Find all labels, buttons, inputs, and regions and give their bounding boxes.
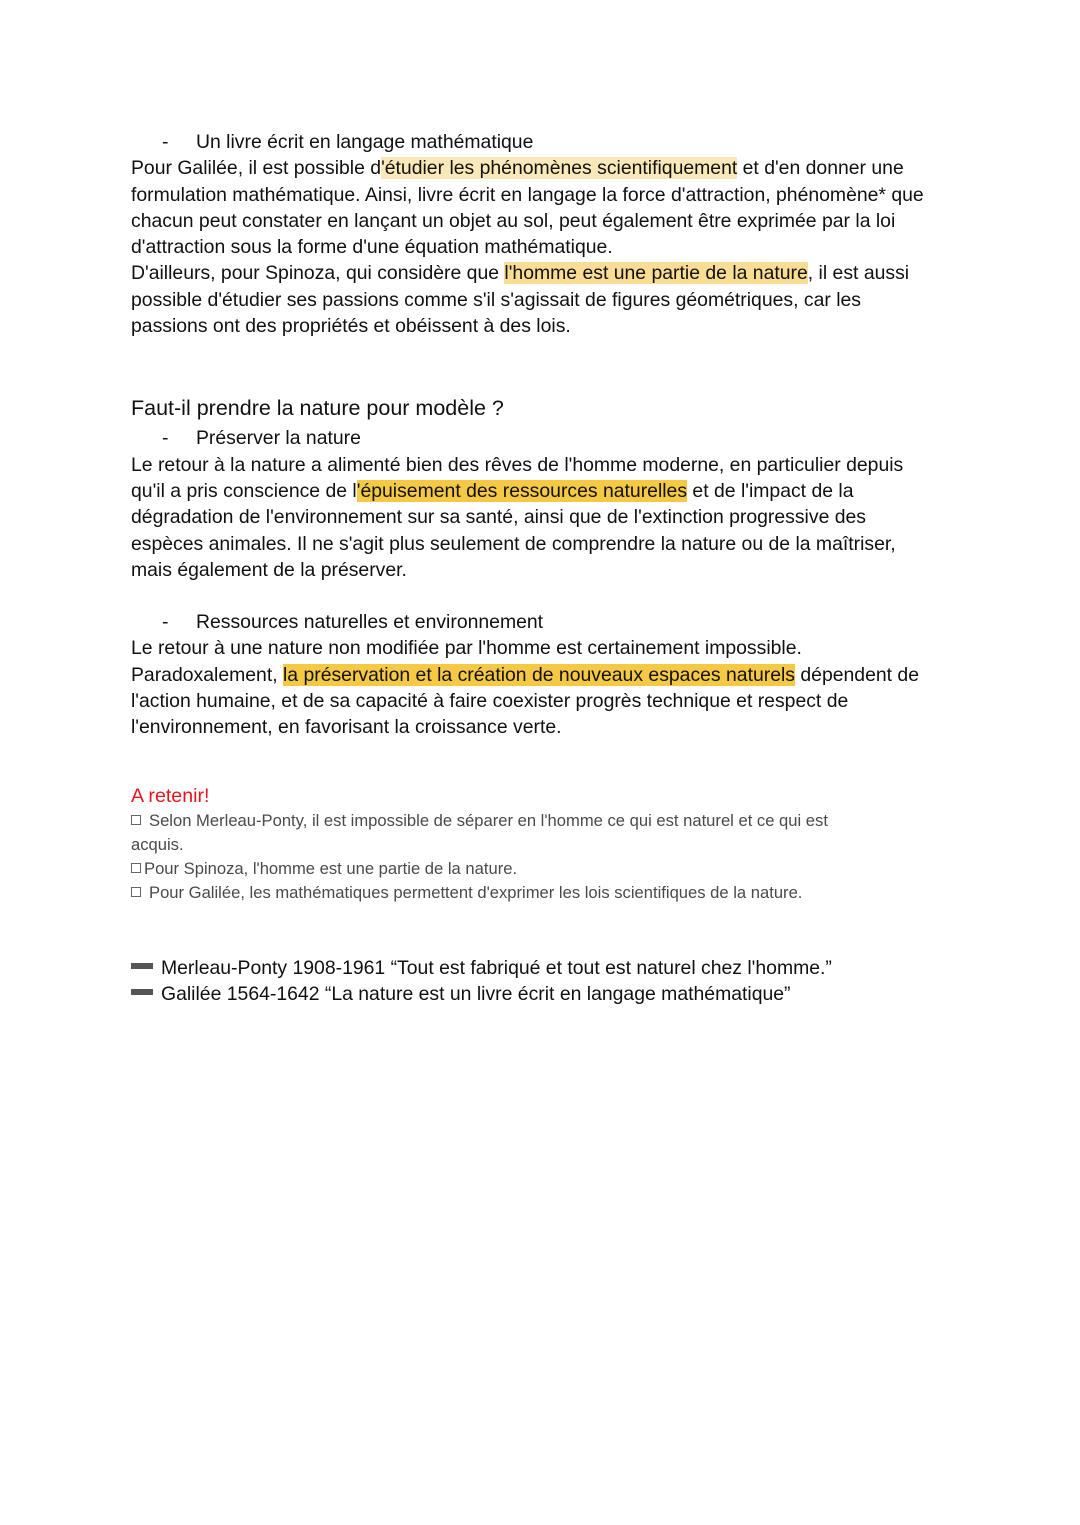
spacer [131,339,961,393]
quote-text: Merleau-Ponty 1908-1961 “Tout est fabriqué et tout est naturel chez l'homme.” [161,956,832,979]
paragraph-line [131,662,961,688]
retain-item [131,881,961,905]
bullet-math-language [131,129,961,155]
text-run: D'ailleurs, pour Spinoza, qui considère que [131,262,505,285]
bullet-resources [131,609,961,635]
paragraph-line: l'action humaine, et de sa capacité à faire coexister progrès technique et respect de [131,690,849,713]
retain-title: A retenir! [131,784,210,807]
highlight: 'étudier les phénomènes scientifiquement [381,157,738,180]
quote-text: Galilée 1564-1642 “La nature est un livre écrit en langage mathématique” [161,983,791,1006]
text-run: , il est aussi [807,262,910,285]
spacer [131,905,961,955]
quote-line [131,981,961,1008]
paragraph-line: Le retour à la nature a alimenté bien des rêves de l'homme moderne, en particulier depuis [131,453,904,476]
retain-item-continuation: acquis. [131,834,184,854]
paragraph-line: dégradation de l'environnement sur sa santé, ainsi que de l'extinction progressive des [131,506,866,529]
text-run: Pour Galilée, il est possible d [131,157,382,180]
bullet-dash: - [162,131,169,153]
paragraph-line: possible d'étudier ses passions comme s'il s'agissait de figures géométriques, car les [131,288,861,311]
text-run: qu'il a pris conscience de l [131,479,357,502]
bar-bullet-icon [131,963,153,969]
paragraph-line: Le retour à une nature non modifiée par l'homme est certainement impossible. [131,637,802,660]
bar-bullet-icon [131,989,153,995]
checkbox-icon [131,815,141,825]
paragraph-line [131,478,961,504]
paragraph-line: mais également de la préserver. [131,558,407,581]
text-run: et de l'impact de la [687,479,854,502]
highlight: la préservation et la création de nouveaux espaces naturels [282,663,795,686]
bullet-dash: - [162,611,169,634]
text-run: et d'en donner une [737,157,904,180]
section-heading: Faut-il prendre la nature pour modèle ? [131,396,504,421]
retain-text: Selon Merleau-Ponty, il est impossible de séparer en l'homme ce qui est naturel et ce qui est [149,810,828,830]
paragraph-line [131,155,961,181]
spacer [131,583,961,609]
highlight: 'épuisement des ressources naturelles [356,479,688,502]
paragraph-line: passions ont des propriétés et obéissent à des lois. [131,315,571,338]
bullet-text: Ressources naturelles et environnement [196,611,544,634]
paragraph-line: formulation mathématique. Ainsi, livre écrit en langage la force d'attraction, phénomène* que [131,183,924,206]
paragraph-line: chacun peut constater en lançant un objet au sol, peut également être exprimée par la loi [131,209,896,232]
bullet-text: Un livre écrit en langage mathématique [196,131,534,153]
retain-item [131,857,961,881]
checkbox-icon [131,863,141,873]
checkbox-icon [131,887,141,897]
document-content [131,129,961,1008]
paragraph-line: d'attraction sous la forme d'une équation mathématique. [131,236,613,259]
highlight: l'homme est une partie de la nature [504,262,808,285]
bullet-dash: - [162,427,169,450]
paragraph-line [131,260,961,286]
text-run: dépendent de [795,663,920,686]
quote-line [131,955,961,982]
retain-item [131,809,961,833]
paragraph-line: l'environnement, en favorisant la croissance verte. [131,716,562,739]
retain-text: Pour Galilée, les mathématiques permettent d'exprimer les lois scientifiques de la nature. [149,882,803,902]
text-run: Paradoxalement, [131,663,283,686]
bullet-preserve-nature [131,425,961,451]
retain-text: Pour Spinoza, l'homme est une partie de la nature. [144,858,518,878]
bullet-text: Préserver la nature [196,427,361,450]
paragraph-line: espèces animales. Il ne s'agit plus seulement de comprendre la nature ou de la maîtriser, [131,532,896,555]
